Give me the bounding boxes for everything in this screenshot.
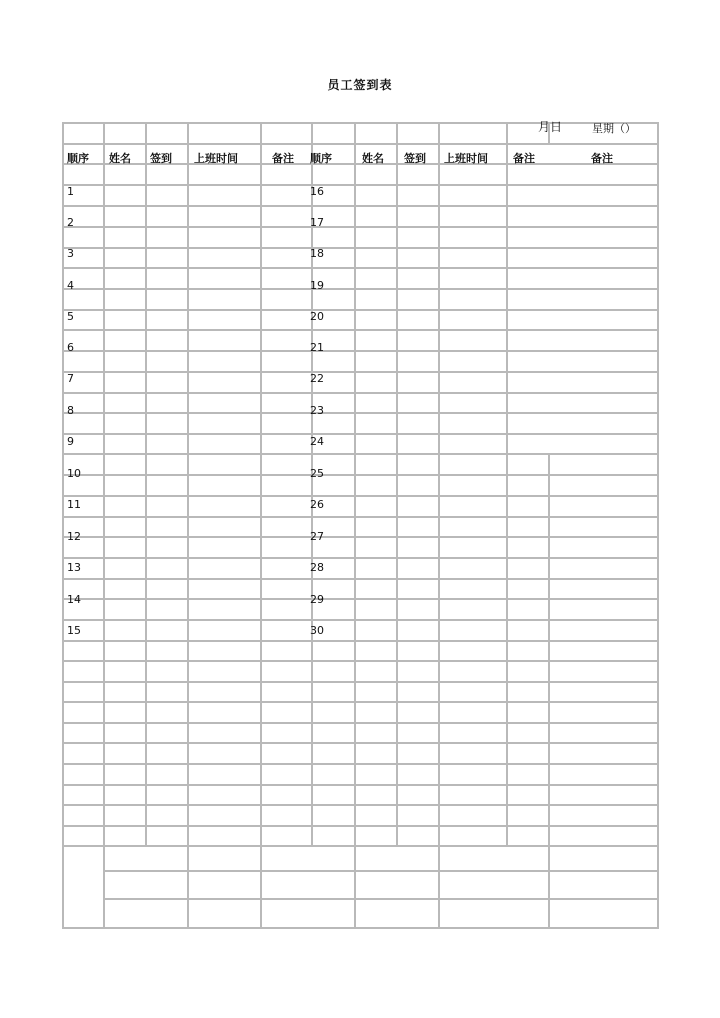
header-remarks: 备注 [591, 152, 613, 165]
grid-line [62, 143, 659, 145]
row-number-right: 19 [310, 279, 324, 292]
header-right-3: 上班时间 [444, 152, 488, 165]
grid-line [62, 309, 659, 311]
row-number-right: 17 [310, 216, 324, 229]
grid-line [62, 578, 659, 580]
date-month-day-label: 月日 [538, 120, 563, 134]
grid-line [62, 845, 659, 847]
row-number-left: 4 [67, 279, 74, 292]
row-number-left: 14 [67, 593, 81, 606]
grid-line [62, 557, 659, 559]
table-left-border [62, 122, 64, 929]
header-left-2: 签到 [150, 152, 172, 165]
row-number-left: 6 [67, 341, 74, 354]
header-left-1: 姓名 [109, 152, 131, 165]
date-weekday-label: 星期（） [592, 122, 636, 135]
row-number-right: 26 [310, 498, 324, 511]
grid-line [311, 122, 313, 847]
header-left-0: 顺序 [67, 152, 89, 165]
grid-line [506, 122, 508, 847]
grid-line [548, 845, 550, 929]
grid-line [187, 845, 189, 929]
header-right-1: 姓名 [362, 152, 384, 165]
grid-line [62, 288, 659, 290]
row-number-right: 30 [310, 624, 324, 637]
row-number-left: 2 [67, 216, 74, 229]
grid-line [62, 329, 659, 331]
grid-line [260, 122, 262, 847]
grid-line [438, 845, 440, 929]
row-number-left: 8 [67, 404, 74, 417]
grid-line [62, 784, 659, 786]
grid-line [62, 536, 659, 538]
row-number-right: 22 [310, 372, 324, 385]
grid-line [62, 681, 659, 683]
row-number-right: 21 [310, 341, 324, 354]
row-number-left: 9 [67, 435, 74, 448]
row-number-right: 24 [310, 435, 324, 448]
row-number-right: 16 [310, 185, 324, 198]
row-number-right: 29 [310, 593, 324, 606]
page-title: 员工签到表 [327, 78, 393, 92]
grid-line [396, 122, 398, 847]
grid-line [62, 350, 659, 352]
grid-line [438, 122, 440, 847]
grid-line [62, 495, 659, 497]
grid-line [62, 701, 659, 703]
header-right-2: 签到 [404, 152, 426, 165]
row-number-left: 7 [67, 372, 74, 385]
grid-line [62, 722, 659, 724]
grid-line [62, 825, 659, 827]
row-number-left: 15 [67, 624, 81, 637]
grid-line [103, 845, 105, 929]
grid-line [62, 412, 659, 414]
grid-line [62, 763, 659, 765]
row-number-right: 18 [310, 247, 324, 260]
header-right-0: 顺序 [310, 152, 332, 165]
row-number-left: 10 [67, 467, 81, 480]
header-left-3: 上班时间 [194, 152, 238, 165]
grid-line [103, 122, 105, 847]
row-number-right: 27 [310, 530, 324, 543]
row-number-left: 11 [67, 498, 81, 511]
grid-line [62, 371, 659, 373]
grid-line [62, 184, 659, 186]
grid-line [145, 122, 147, 847]
row-number-left: 12 [67, 530, 81, 543]
grid-line [62, 226, 659, 228]
grid-line [548, 453, 550, 847]
row-number-right: 20 [310, 310, 324, 323]
grid-line [354, 845, 356, 929]
grid-line [354, 122, 356, 847]
table-bottom-border [62, 927, 659, 929]
grid-line [62, 453, 659, 455]
row-number-left: 13 [67, 561, 81, 574]
grid-line [62, 474, 659, 476]
grid-line [62, 122, 659, 124]
grid-line [62, 660, 659, 662]
row-number-left: 3 [67, 247, 74, 260]
grid-line [62, 516, 659, 518]
header-left-4: 备注 [272, 152, 294, 165]
grid-line [62, 619, 659, 621]
grid-line [62, 247, 659, 249]
grid-line [62, 267, 659, 269]
grid-line [62, 205, 659, 207]
grid-line [62, 640, 659, 642]
row-number-right: 28 [310, 561, 324, 574]
grid-line [260, 845, 262, 929]
grid-line [62, 742, 659, 744]
grid-line [187, 122, 189, 847]
grid-line [62, 804, 659, 806]
row-number-right: 25 [310, 467, 324, 480]
table-right-border [657, 122, 659, 929]
row-number-right: 23 [310, 404, 324, 417]
row-number-left: 5 [67, 310, 74, 323]
grid-line [62, 433, 659, 435]
grid-line [62, 392, 659, 394]
row-number-left: 1 [67, 185, 74, 198]
grid-line [62, 598, 659, 600]
header-right-4: 备注 [513, 152, 535, 165]
